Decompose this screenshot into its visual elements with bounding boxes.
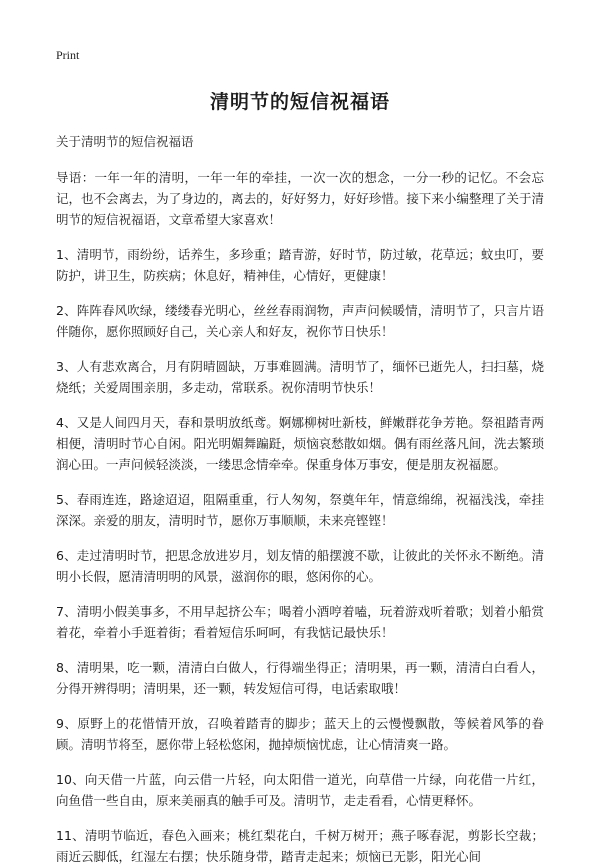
list-item: 11、清明节临近，春色入画来；桃红梨花白，千树万树开；燕子啄春泥，剪影长空裁；雨近云脚低，红湿左右摆；快乐随身带，踏青走起来；烦恼已无影，阳光心间 bbox=[56, 828, 544, 864]
list-item: 8、清明果，吃一颗，清清白白做人，行得端坐得正；清明果，再一颗，清清白白看人，分得开辨得明；清明果，还一颗，转发短信可得，电话索取哦！ bbox=[56, 660, 544, 696]
page-title: 清明节的短信祝福语 bbox=[209, 91, 390, 113]
list-item: 9、原野上的花惜情开放，召唤着踏青的脚步；蓝天上的云慢慢飘散，等候着风筝的眷顾。清明节将至，愿你带上轻松悠闲，抛掉烦恼忧虑，让心情清爽一路。 bbox=[56, 716, 544, 752]
list-item: 10、向天借一片蓝，向云借一片轻，向太阳借一道光，向草借一片绿，向花借一片红，向鱼借一些自由，原来美丽真的触手可及。清明节，走走看看，心情更释怀。 bbox=[56, 772, 544, 808]
list-item: 7、清明小假美事多，不用早起挤公车；喝着小酒哼着嗑，玩着游戏听着歌；划着小船赏着花，牵着小手逛着街；看着短信乐呵呵，有我惦记最快乐！ bbox=[56, 604, 544, 640]
list-item: 1、清明节，雨纷纷，话养生，多珍重；踏青游，好时节，防过敏，花草远；蚊虫叮，要防护，讲卫生，防疾病；休息好，精神佳，心情好，更健康！ bbox=[56, 247, 544, 283]
list-item: 6、走过清明时节，把思念放进岁月，划友情的船摆渡不歇，让彼此的关怀永不断绝。清明小长假，愿清清明明的风景，滋润你的眼，悠闲你的心。 bbox=[56, 548, 544, 584]
article-body bbox=[56, 167, 544, 867]
page-subtitle: 关于清明节的短信祝福语 bbox=[56, 134, 194, 149]
list-item: 4、又是人间四月天，春和景明放纸鸢。婀娜柳树吐新枝，鲜嫩群花争芳艳。祭祖踏青两相便，清明时节心自闲。阳光明媚舞蹁跹，烦恼哀愁散如烟。偶有雨丝落凡间，洗去繁琐润心田。一声问候轻淡淡，一缕思念情牵牵。保重身体万事安，便是朋友祝福愿。 bbox=[56, 415, 544, 472]
print-link[interactable]: Print bbox=[56, 48, 80, 62]
list-item: 3、人有悲欢离合，月有阴晴圆缺，万事难圆满。清明节了，缅怀已逝先人，扫扫墓，烧烧纸；关爱周围亲朋，多走动，常联系。祝你清明节快乐！ bbox=[56, 359, 544, 395]
intro-paragraph: 导语：一年一年的清明，一年一年的牵挂，一次一次的想念，一分一秒的记忆。不会忘记，也不会离去，为了身边的，离去的，好好努力，好好珍惜。接下来小编整理了关于清明节的短信祝福语，文章希望大家喜欢！ bbox=[56, 170, 544, 227]
list-item: 2、阵阵春风吹绿，缕缕春光明心，丝丝春雨润物，声声问候暖情，清明节了，只言片语伴随你，愿你照顾好自己，关心亲人和好友，祝你节日快乐！ bbox=[56, 303, 544, 339]
list-item: 5、春雨连连，路途迢迢，阻隔重重，行人匆匆，祭奠年年，情意绵绵，祝福浅浅，牵挂深深。亲爱的朋友，清明时节，愿你万事顺顺，未来亮铿铿！ bbox=[56, 492, 544, 528]
